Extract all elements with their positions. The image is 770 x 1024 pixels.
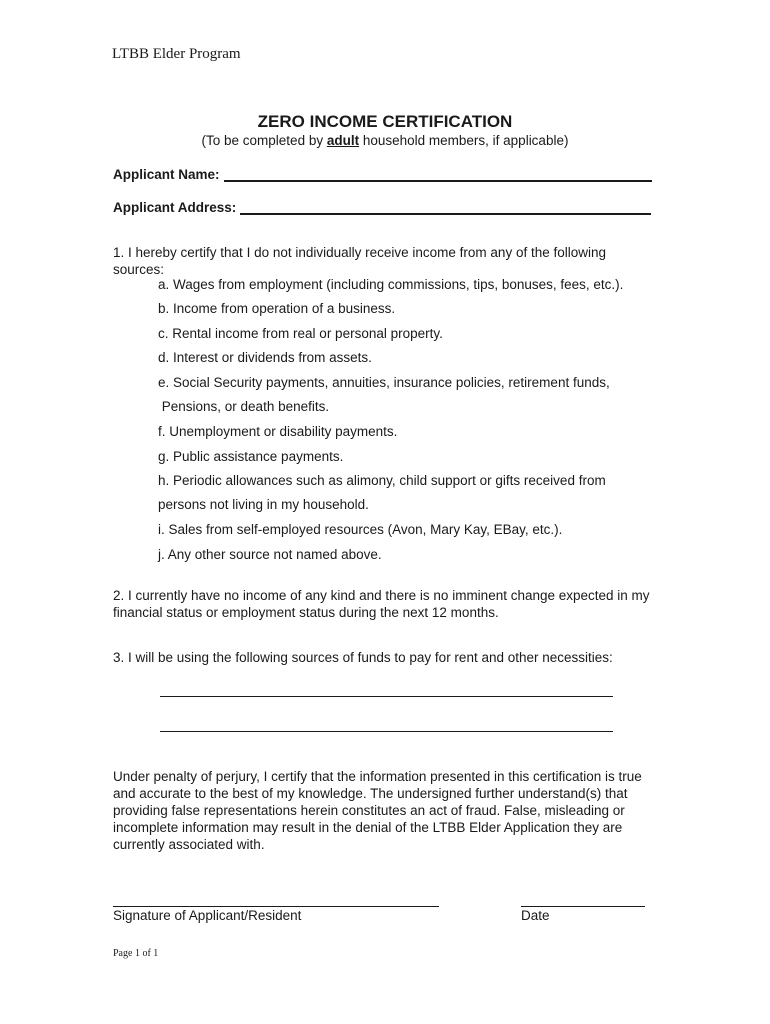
applicant-name-label: Applicant Name: — [113, 167, 220, 182]
subtitle-prefix: (To be completed by — [201, 133, 327, 148]
income-source-item: e. Social Security payments, annuities, insurance policies, retirement funds, — [158, 375, 610, 390]
signature-label: Signature of Applicant/Resident — [113, 908, 302, 923]
income-source-item: persons not living in my household. — [158, 497, 369, 512]
applicant-address-line[interactable] — [240, 199, 651, 215]
section-1-intro: 1. I hereby certify that I do not individually receive income from any of the following sources: — [113, 245, 607, 277]
program-header: LTBB Elder Program — [112, 46, 241, 62]
income-source-item: i. Sales from self-employed resources (Avon, Mary Kay, EBay, etc.). — [158, 522, 563, 537]
page-number: Page 1 of 1 — [113, 948, 159, 959]
income-source-item: Pensions, or death benefits. — [158, 399, 330, 414]
income-source-item: h. Periodic allowances such as alimony, child support or gifts received from — [158, 473, 606, 488]
funds-source-line-1[interactable] — [160, 695, 613, 697]
funds-source-line-2[interactable] — [160, 730, 613, 732]
signature-line[interactable] — [113, 905, 439, 907]
income-source-item: a. Wages from employment (including commissions, tips, bonuses, fees, etc.). — [158, 277, 624, 292]
applicant-address-label: Applicant Address: — [113, 200, 237, 215]
income-source-item: f. Unemployment or disability payments. — [158, 424, 398, 439]
subtitle-emphasis: adult — [326, 133, 360, 148]
subtitle-suffix: household members, if applicable) — [359, 133, 569, 148]
perjury-declaration: Under penalty of perjury, I certify that the information presented in this certification is true and accurate to the best of my knowledge. The undersigned further understand(s) that providing false representations herein constitutes an act of fraud. False, misleading or incomplete information may result in the denial of the LTBB Elder Application they are currently associated with. — [113, 769, 642, 852]
income-source-item: b. Income from operation of a business. — [158, 301, 396, 316]
form-subtitle — [0, 133, 770, 148]
date-line[interactable] — [521, 905, 645, 907]
income-source-item: j. Any other source not named above. — [158, 547, 382, 562]
date-label: Date — [521, 908, 550, 923]
section-2-statement: 2. I currently have no income of any kind and there is no imminent change expected in my financial status or employment status during the next 12 months. — [113, 588, 650, 620]
income-source-item: c. Rental income from real or personal property. — [158, 326, 443, 341]
section-3-statement: 3. I will be using the following sources of funds to pay for rent and other necessities: — [113, 650, 613, 665]
income-source-item: d. Interest or dividends from assets. — [158, 350, 372, 365]
form-title: ZERO INCOME CERTIFICATION — [257, 112, 513, 131]
applicant-address-field — [113, 199, 651, 215]
applicant-name-field — [113, 166, 652, 182]
applicant-name-line[interactable] — [224, 166, 652, 182]
income-source-item: g. Public assistance payments. — [158, 449, 344, 464]
